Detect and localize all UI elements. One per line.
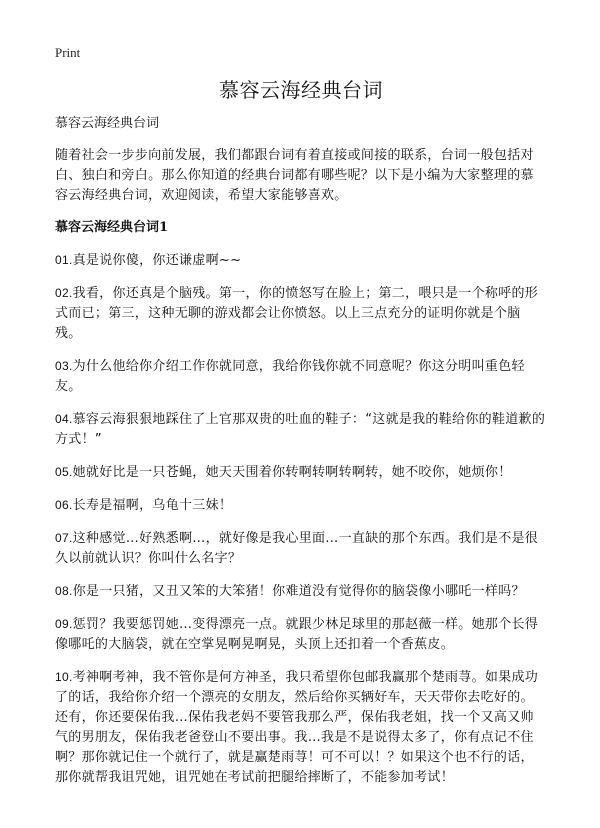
page-title: 慕容云海经典台词 [219,78,383,102]
quote-text: 长寿是福啊，乌龟十三妹！ [72,498,233,513]
quote-number: 01. [55,253,73,267]
quote-text: 慕容云海狠狠地踩住了上官那双贵的吐血的鞋子：“这就是我的鞋给你的鞋道歉的方式！” [55,412,546,447]
quote-number: 10. [55,670,73,684]
quote-number: 07. [55,531,73,545]
quote-number: 06. [55,498,73,512]
quote-number: 02. [55,286,73,300]
quote-text: 考神啊考神，我不管你是何方神圣，我只希望你包邮我赢那个楚雨荨。如果成功了的话，我给你介绍一个漂亮的女朋友，然后给你买辆好车，天天带你去吃好的。还有，你还要保佑我…保佑我老妈不要管我那么严，保佑我老姐，找一个又高又帅气的男朋友，保佑我老爸登山不要出事。我…我是不是说得太多了，你有点记不住啊？那你就记住一个就行了，就是赢楚雨荨！可不可以！？如果这个也不行的话，那你就帮我诅咒她，诅咒她在考试前把腿给摔断了，不能参加考试！ [55,670,539,785]
quote-text: 我看，你还真是个脑残。第一，你的愤怒写在脸上；第二，喂只是一个称呼的形式而已；第三，这种无聊的游戏都会让你愤怒。以上三点充分的证明你就是个脑残。 [55,286,539,341]
intro-paragraph: 随着社会一步步向前发展，我们都跟台词有着直接或间接的联系，台词一般包括对白、独白和旁白。那么你知道的经典台词都有哪些呢？以下是小编为大家整理的慕容云海经典台词，欢迎阅读，希望大家能够喜欢。 [55,148,534,203]
quote-item [55,283,547,344]
quote-text: 真是说你傻，你还谦虚啊~~ [72,253,242,268]
quote-text: 为什么他给你介绍工作你就同意，我给你钱你就不同意呢？你这分明叫重色轻友。 [55,359,525,394]
quote-item [55,581,547,602]
document-page [55,44,547,800]
section-heading: 慕容云海经典台词1 [55,220,169,235]
quote-item [55,462,547,483]
quote-item [55,614,547,655]
quote-text: 你是一只猪，又丑又笨的大笨猪！你难道没有觉得你的脑袋像小哪吒一样吗？ [72,584,525,599]
quote-number: 03. [55,359,73,373]
quote-item [55,356,547,397]
quote-text: 这种感觉…好熟悉啊…，就好像是我心里面…一直缺的那个东西。我们是不是很久以前就认识？你叫什么名字？ [55,531,539,566]
quote-text: 她就好比是一只苍蝇，她天天围着你转啊转啊转啊转，她不咬你，她烦你！ [72,465,512,480]
quote-item [55,495,547,516]
quote-item [55,250,547,271]
quote-number: 09. [55,617,73,631]
quote-number: 04. [55,412,73,426]
quote-item [55,667,547,788]
document-subtitle: 慕容云海经典台词 [55,116,160,131]
quote-item [55,528,547,569]
quote-item [55,409,547,450]
quote-number: 08. [55,584,73,598]
quote-number: 05. [55,465,73,479]
quote-text: 惩罚？我要惩罚她…变得漂亮一点。就跟少林足球里的那赵薇一样。她那个长得像哪吒的大脑袋，就在空掌晃啊晃啊晃，头顶上还扣着一个香蕉皮。 [55,617,539,652]
print-link[interactable]: Print [55,45,81,60]
